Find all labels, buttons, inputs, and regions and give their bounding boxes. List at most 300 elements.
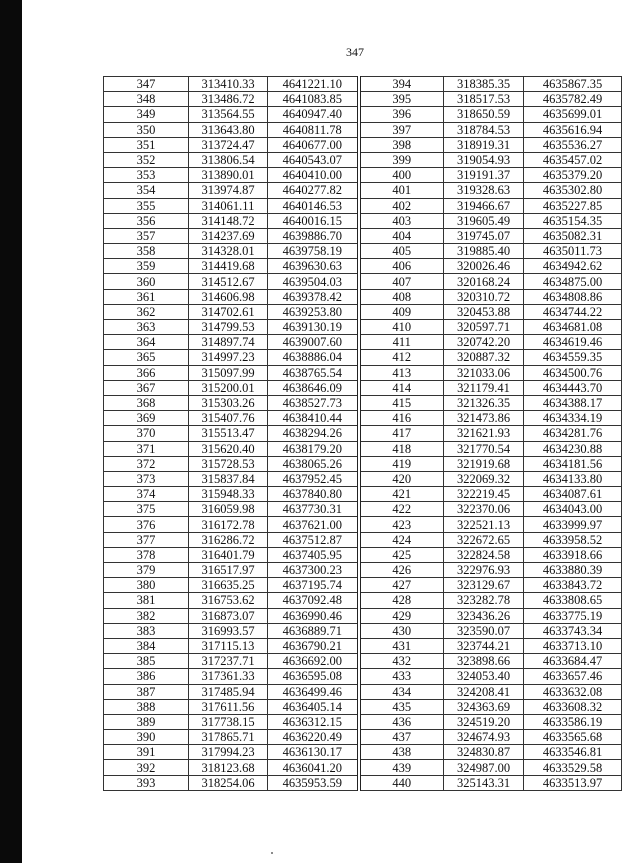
x-coordinate-cell: 318123.68 [189, 760, 268, 775]
table-row [104, 244, 622, 259]
y-coordinate-cell: 4634443.70 [524, 380, 622, 395]
y-coordinate-cell: 4635953.59 [268, 775, 359, 790]
point-id-cell: 433 [359, 669, 444, 684]
point-id-cell: 418 [359, 441, 444, 456]
point-id-cell: 374 [104, 487, 189, 502]
point-id-cell: 378 [104, 547, 189, 562]
x-coordinate-cell: 321919.68 [444, 456, 524, 471]
y-coordinate-cell: 4639758.19 [268, 244, 359, 259]
point-id-cell: 375 [104, 502, 189, 517]
point-id-cell: 430 [359, 623, 444, 638]
y-coordinate-cell: 4633565.68 [524, 730, 622, 745]
y-coordinate-cell: 4640016.15 [268, 213, 359, 228]
point-id-cell: 395 [359, 92, 444, 107]
x-coordinate-cell: 318784.53 [444, 122, 524, 137]
x-coordinate-cell: 316993.57 [189, 623, 268, 638]
x-coordinate-cell: 323436.26 [444, 608, 524, 623]
y-coordinate-cell: 4633513.97 [524, 775, 622, 790]
x-coordinate-cell: 316873.07 [189, 608, 268, 623]
page-number: 347 [346, 45, 364, 59]
x-coordinate-cell: 316401.79 [189, 547, 268, 562]
table-row [104, 745, 622, 760]
point-id-cell: 355 [104, 198, 189, 213]
point-id-cell: 439 [359, 760, 444, 775]
x-coordinate-cell: 315837.84 [189, 471, 268, 486]
y-coordinate-cell: 4640811.78 [268, 122, 359, 137]
point-id-cell: 360 [104, 274, 189, 289]
y-coordinate-cell: 4635782.49 [524, 92, 622, 107]
x-coordinate-cell: 313890.01 [189, 168, 268, 183]
y-coordinate-cell: 4634619.46 [524, 335, 622, 350]
y-coordinate-cell: 4640543.07 [268, 152, 359, 167]
x-coordinate-cell: 315097.99 [189, 365, 268, 380]
point-id-cell: 364 [104, 335, 189, 350]
y-coordinate-cell: 4633684.47 [524, 654, 622, 669]
x-coordinate-cell: 313410.33 [189, 77, 268, 92]
x-coordinate-cell: 317611.56 [189, 699, 268, 714]
point-id-cell: 416 [359, 411, 444, 426]
y-coordinate-cell: 4633586.19 [524, 714, 622, 729]
point-id-cell: 428 [359, 593, 444, 608]
point-id-cell: 431 [359, 638, 444, 653]
point-id-cell: 422 [359, 502, 444, 517]
table-row [104, 411, 622, 426]
y-coordinate-cell: 4637512.87 [268, 532, 359, 547]
point-id-cell: 352 [104, 152, 189, 167]
point-id-cell: 402 [359, 198, 444, 213]
point-id-cell: 392 [104, 760, 189, 775]
y-coordinate-cell: 4634087.61 [524, 487, 622, 502]
y-coordinate-cell: 4634808.86 [524, 289, 622, 304]
point-id-cell: 403 [359, 213, 444, 228]
y-coordinate-cell: 4635699.01 [524, 107, 622, 122]
x-coordinate-cell: 316635.25 [189, 578, 268, 593]
x-coordinate-cell: 313643.80 [189, 122, 268, 137]
table-row [104, 335, 622, 350]
point-id-cell: 351 [104, 137, 189, 152]
y-coordinate-cell: 4637621.00 [268, 517, 359, 532]
point-id-cell: 376 [104, 517, 189, 532]
table-row [104, 714, 622, 729]
y-coordinate-cell: 4634500.76 [524, 365, 622, 380]
point-id-cell: 429 [359, 608, 444, 623]
point-id-cell: 404 [359, 228, 444, 243]
y-coordinate-cell: 4633657.46 [524, 669, 622, 684]
table-row [104, 760, 622, 775]
table-row [104, 669, 622, 684]
y-coordinate-cell: 4637840.80 [268, 487, 359, 502]
point-id-cell: 366 [104, 365, 189, 380]
y-coordinate-cell: 4637092.48 [268, 593, 359, 608]
table-row [104, 350, 622, 365]
point-id-cell: 426 [359, 563, 444, 578]
x-coordinate-cell: 317361.33 [189, 669, 268, 684]
y-coordinate-cell: 4635154.35 [524, 213, 622, 228]
point-id-cell: 411 [359, 335, 444, 350]
x-coordinate-cell: 320597.71 [444, 320, 524, 335]
point-id-cell: 421 [359, 487, 444, 502]
y-coordinate-cell: 4637195.74 [268, 578, 359, 593]
y-coordinate-cell: 4633918.66 [524, 547, 622, 562]
point-id-cell: 440 [359, 775, 444, 790]
x-coordinate-cell: 314419.68 [189, 259, 268, 274]
y-coordinate-cell: 4634133.80 [524, 471, 622, 486]
y-coordinate-cell: 4639253.80 [268, 304, 359, 319]
y-coordinate-cell: 4635616.94 [524, 122, 622, 137]
point-id-cell: 354 [104, 183, 189, 198]
table-row [104, 426, 622, 441]
point-id-cell: 407 [359, 274, 444, 289]
x-coordinate-cell: 318385.35 [444, 77, 524, 92]
x-coordinate-cell: 316517.97 [189, 563, 268, 578]
x-coordinate-cell: 322521.13 [444, 517, 524, 532]
table-row [104, 122, 622, 137]
x-coordinate-cell: 313806.54 [189, 152, 268, 167]
y-coordinate-cell: 4636041.20 [268, 760, 359, 775]
x-coordinate-cell: 322370.06 [444, 502, 524, 517]
y-coordinate-cell: 4635457.02 [524, 152, 622, 167]
y-coordinate-cell: 4637952.45 [268, 471, 359, 486]
x-coordinate-cell: 318254.06 [189, 775, 268, 790]
point-id-cell: 356 [104, 213, 189, 228]
y-coordinate-cell: 4638886.04 [268, 350, 359, 365]
x-coordinate-cell: 323282.78 [444, 593, 524, 608]
table-row [104, 137, 622, 152]
y-coordinate-cell: 4637405.95 [268, 547, 359, 562]
y-coordinate-cell: 4633999.97 [524, 517, 622, 532]
x-coordinate-cell: 321326.35 [444, 395, 524, 410]
point-id-cell: 385 [104, 654, 189, 669]
point-id-cell: 377 [104, 532, 189, 547]
scan-speck [271, 852, 273, 854]
table-row [104, 684, 622, 699]
y-coordinate-cell: 4633713.10 [524, 638, 622, 653]
y-coordinate-cell: 4635536.27 [524, 137, 622, 152]
y-coordinate-cell: 4634875.00 [524, 274, 622, 289]
x-coordinate-cell: 317994.23 [189, 745, 268, 760]
y-coordinate-cell: 4639886.70 [268, 228, 359, 243]
point-id-cell: 417 [359, 426, 444, 441]
table-row [104, 289, 622, 304]
point-id-cell: 413 [359, 365, 444, 380]
point-id-cell: 399 [359, 152, 444, 167]
table-row [104, 593, 622, 608]
y-coordinate-cell: 4638179.20 [268, 441, 359, 456]
y-coordinate-cell: 4639007.60 [268, 335, 359, 350]
x-coordinate-cell: 323129.67 [444, 578, 524, 593]
point-id-cell: 389 [104, 714, 189, 729]
x-coordinate-cell: 314512.67 [189, 274, 268, 289]
point-id-cell: 414 [359, 380, 444, 395]
table-row [104, 532, 622, 547]
point-id-cell: 359 [104, 259, 189, 274]
point-id-cell: 437 [359, 730, 444, 745]
point-id-cell: 379 [104, 563, 189, 578]
point-id-cell: 349 [104, 107, 189, 122]
x-coordinate-cell: 314606.98 [189, 289, 268, 304]
x-coordinate-cell: 324053.40 [444, 669, 524, 684]
table-row [104, 441, 622, 456]
point-id-cell: 434 [359, 684, 444, 699]
x-coordinate-cell: 322219.45 [444, 487, 524, 502]
x-coordinate-cell: 320742.20 [444, 335, 524, 350]
x-coordinate-cell: 313564.55 [189, 107, 268, 122]
x-coordinate-cell: 321033.06 [444, 365, 524, 380]
x-coordinate-cell: 322976.93 [444, 563, 524, 578]
scan-dark-edge [0, 0, 22, 863]
x-coordinate-cell: 316172.78 [189, 517, 268, 532]
point-id-cell: 371 [104, 441, 189, 456]
y-coordinate-cell: 4633958.52 [524, 532, 622, 547]
x-coordinate-cell: 319605.49 [444, 213, 524, 228]
x-coordinate-cell: 314328.01 [189, 244, 268, 259]
x-coordinate-cell: 314237.69 [189, 228, 268, 243]
point-id-cell: 361 [104, 289, 189, 304]
x-coordinate-cell: 322069.32 [444, 471, 524, 486]
table-row [104, 623, 622, 638]
point-id-cell: 384 [104, 638, 189, 653]
point-id-cell: 405 [359, 244, 444, 259]
x-coordinate-cell: 320453.88 [444, 304, 524, 319]
point-id-cell: 381 [104, 593, 189, 608]
y-coordinate-cell: 4636692.00 [268, 654, 359, 669]
x-coordinate-cell: 315620.40 [189, 441, 268, 456]
y-coordinate-cell: 4633880.39 [524, 563, 622, 578]
table-row [104, 77, 622, 92]
y-coordinate-cell: 4639630.63 [268, 259, 359, 274]
point-id-cell: 400 [359, 168, 444, 183]
y-coordinate-cell: 4639504.03 [268, 274, 359, 289]
x-coordinate-cell: 315948.33 [189, 487, 268, 502]
x-coordinate-cell: 320887.32 [444, 350, 524, 365]
point-id-cell: 435 [359, 699, 444, 714]
x-coordinate-cell: 321621.93 [444, 426, 524, 441]
point-id-cell: 370 [104, 426, 189, 441]
y-coordinate-cell: 4641083.85 [268, 92, 359, 107]
y-coordinate-cell: 4636405.14 [268, 699, 359, 714]
table-row [104, 304, 622, 319]
table-row [104, 471, 622, 486]
table-row [104, 183, 622, 198]
x-coordinate-cell: 320168.24 [444, 274, 524, 289]
coordinates-table-body [104, 77, 622, 791]
x-coordinate-cell: 320310.72 [444, 289, 524, 304]
point-id-cell: 401 [359, 183, 444, 198]
x-coordinate-cell: 324987.00 [444, 760, 524, 775]
y-coordinate-cell: 4638646.09 [268, 380, 359, 395]
point-id-cell: 415 [359, 395, 444, 410]
point-id-cell: 391 [104, 745, 189, 760]
y-coordinate-cell: 4633546.81 [524, 745, 622, 760]
point-id-cell: 373 [104, 471, 189, 486]
point-id-cell: 410 [359, 320, 444, 335]
y-coordinate-cell: 4635379.20 [524, 168, 622, 183]
x-coordinate-cell: 323744.21 [444, 638, 524, 653]
x-coordinate-cell: 323898.66 [444, 654, 524, 669]
y-coordinate-cell: 4633843.72 [524, 578, 622, 593]
y-coordinate-cell: 4634230.88 [524, 441, 622, 456]
y-coordinate-cell: 4634043.00 [524, 502, 622, 517]
y-coordinate-cell: 4636220.49 [268, 730, 359, 745]
x-coordinate-cell: 315303.26 [189, 395, 268, 410]
point-id-cell: 424 [359, 532, 444, 547]
y-coordinate-cell: 4635011.73 [524, 244, 622, 259]
table-row [104, 213, 622, 228]
table-row [104, 456, 622, 471]
x-coordinate-cell: 321179.41 [444, 380, 524, 395]
x-coordinate-cell: 323590.07 [444, 623, 524, 638]
x-coordinate-cell: 318517.53 [444, 92, 524, 107]
table-row [104, 365, 622, 380]
x-coordinate-cell: 324363.69 [444, 699, 524, 714]
point-id-cell: 372 [104, 456, 189, 471]
y-coordinate-cell: 4633632.08 [524, 684, 622, 699]
point-id-cell: 383 [104, 623, 189, 638]
x-coordinate-cell: 317865.71 [189, 730, 268, 745]
x-coordinate-cell: 315513.47 [189, 426, 268, 441]
x-coordinate-cell: 313974.87 [189, 183, 268, 198]
y-coordinate-cell: 4640677.00 [268, 137, 359, 152]
x-coordinate-cell: 318650.59 [444, 107, 524, 122]
point-id-cell: 387 [104, 684, 189, 699]
x-coordinate-cell: 316059.98 [189, 502, 268, 517]
table-row [104, 578, 622, 593]
y-coordinate-cell: 4640947.40 [268, 107, 359, 122]
coordinates-table [103, 76, 622, 791]
y-coordinate-cell: 4635302.80 [524, 183, 622, 198]
y-coordinate-cell: 4636312.15 [268, 714, 359, 729]
y-coordinate-cell: 4634334.19 [524, 411, 622, 426]
x-coordinate-cell: 320026.46 [444, 259, 524, 274]
table-row [104, 547, 622, 562]
y-coordinate-cell: 4634942.62 [524, 259, 622, 274]
x-coordinate-cell: 314702.61 [189, 304, 268, 319]
x-coordinate-cell: 315407.76 [189, 411, 268, 426]
point-id-cell: 365 [104, 350, 189, 365]
table-row [104, 259, 622, 274]
y-coordinate-cell: 4639378.42 [268, 289, 359, 304]
point-id-cell: 362 [104, 304, 189, 319]
point-id-cell: 357 [104, 228, 189, 243]
table-row [104, 320, 622, 335]
x-coordinate-cell: 324519.20 [444, 714, 524, 729]
point-id-cell: 394 [359, 77, 444, 92]
point-id-cell: 427 [359, 578, 444, 593]
table-row [104, 699, 622, 714]
y-coordinate-cell: 4639130.19 [268, 320, 359, 335]
point-id-cell: 367 [104, 380, 189, 395]
y-coordinate-cell: 4633743.34 [524, 623, 622, 638]
y-coordinate-cell: 4636595.08 [268, 669, 359, 684]
y-coordinate-cell: 4638527.73 [268, 395, 359, 410]
y-coordinate-cell: 4640146.53 [268, 198, 359, 213]
y-coordinate-cell: 4640410.00 [268, 168, 359, 183]
table-row [104, 502, 622, 517]
x-coordinate-cell: 319054.93 [444, 152, 524, 167]
table-row [104, 198, 622, 213]
point-id-cell: 390 [104, 730, 189, 745]
x-coordinate-cell: 317237.71 [189, 654, 268, 669]
x-coordinate-cell: 322824.58 [444, 547, 524, 562]
table-row [104, 517, 622, 532]
x-coordinate-cell: 317115.13 [189, 638, 268, 653]
y-coordinate-cell: 4636499.46 [268, 684, 359, 699]
x-coordinate-cell: 321473.86 [444, 411, 524, 426]
table-row [104, 107, 622, 122]
point-id-cell: 382 [104, 608, 189, 623]
point-id-cell: 406 [359, 259, 444, 274]
y-coordinate-cell: 4638065.26 [268, 456, 359, 471]
y-coordinate-cell: 4633775.19 [524, 608, 622, 623]
x-coordinate-cell: 314897.74 [189, 335, 268, 350]
x-coordinate-cell: 313486.72 [189, 92, 268, 107]
x-coordinate-cell: 316753.62 [189, 593, 268, 608]
point-id-cell: 348 [104, 92, 189, 107]
table-row [104, 608, 622, 623]
x-coordinate-cell: 317485.94 [189, 684, 268, 699]
x-coordinate-cell: 315728.53 [189, 456, 268, 471]
y-coordinate-cell: 4640277.82 [268, 183, 359, 198]
point-id-cell: 388 [104, 699, 189, 714]
point-id-cell: 420 [359, 471, 444, 486]
x-coordinate-cell: 315200.01 [189, 380, 268, 395]
x-coordinate-cell: 319885.40 [444, 244, 524, 259]
table-row [104, 168, 622, 183]
y-coordinate-cell: 4634744.22 [524, 304, 622, 319]
point-id-cell: 397 [359, 122, 444, 137]
y-coordinate-cell: 4638765.54 [268, 365, 359, 380]
x-coordinate-cell: 314997.23 [189, 350, 268, 365]
y-coordinate-cell: 4633808.65 [524, 593, 622, 608]
table-row [104, 228, 622, 243]
y-coordinate-cell: 4633608.32 [524, 699, 622, 714]
table-row [104, 152, 622, 167]
x-coordinate-cell: 319328.63 [444, 183, 524, 198]
point-id-cell: 412 [359, 350, 444, 365]
x-coordinate-cell: 319466.67 [444, 198, 524, 213]
point-id-cell: 423 [359, 517, 444, 532]
x-coordinate-cell: 324208.41 [444, 684, 524, 699]
table-row [104, 274, 622, 289]
table-row [104, 730, 622, 745]
point-id-cell: 380 [104, 578, 189, 593]
point-id-cell: 419 [359, 456, 444, 471]
point-id-cell: 396 [359, 107, 444, 122]
y-coordinate-cell: 4636790.21 [268, 638, 359, 653]
point-id-cell: 393 [104, 775, 189, 790]
table-row [104, 563, 622, 578]
x-coordinate-cell: 314061.11 [189, 198, 268, 213]
point-id-cell: 369 [104, 411, 189, 426]
point-id-cell: 363 [104, 320, 189, 335]
point-id-cell: 438 [359, 745, 444, 760]
y-coordinate-cell: 4634281.76 [524, 426, 622, 441]
y-coordinate-cell: 4635227.85 [524, 198, 622, 213]
y-coordinate-cell: 4634388.17 [524, 395, 622, 410]
point-id-cell: 436 [359, 714, 444, 729]
y-coordinate-cell: 4634681.08 [524, 320, 622, 335]
y-coordinate-cell: 4641221.10 [268, 77, 359, 92]
y-coordinate-cell: 4636130.17 [268, 745, 359, 760]
x-coordinate-cell: 314148.72 [189, 213, 268, 228]
x-coordinate-cell: 314799.53 [189, 320, 268, 335]
table-row [104, 654, 622, 669]
table-row [104, 395, 622, 410]
y-coordinate-cell: 4637300.23 [268, 563, 359, 578]
table-row [104, 638, 622, 653]
y-coordinate-cell: 4637730.31 [268, 502, 359, 517]
x-coordinate-cell: 324674.93 [444, 730, 524, 745]
